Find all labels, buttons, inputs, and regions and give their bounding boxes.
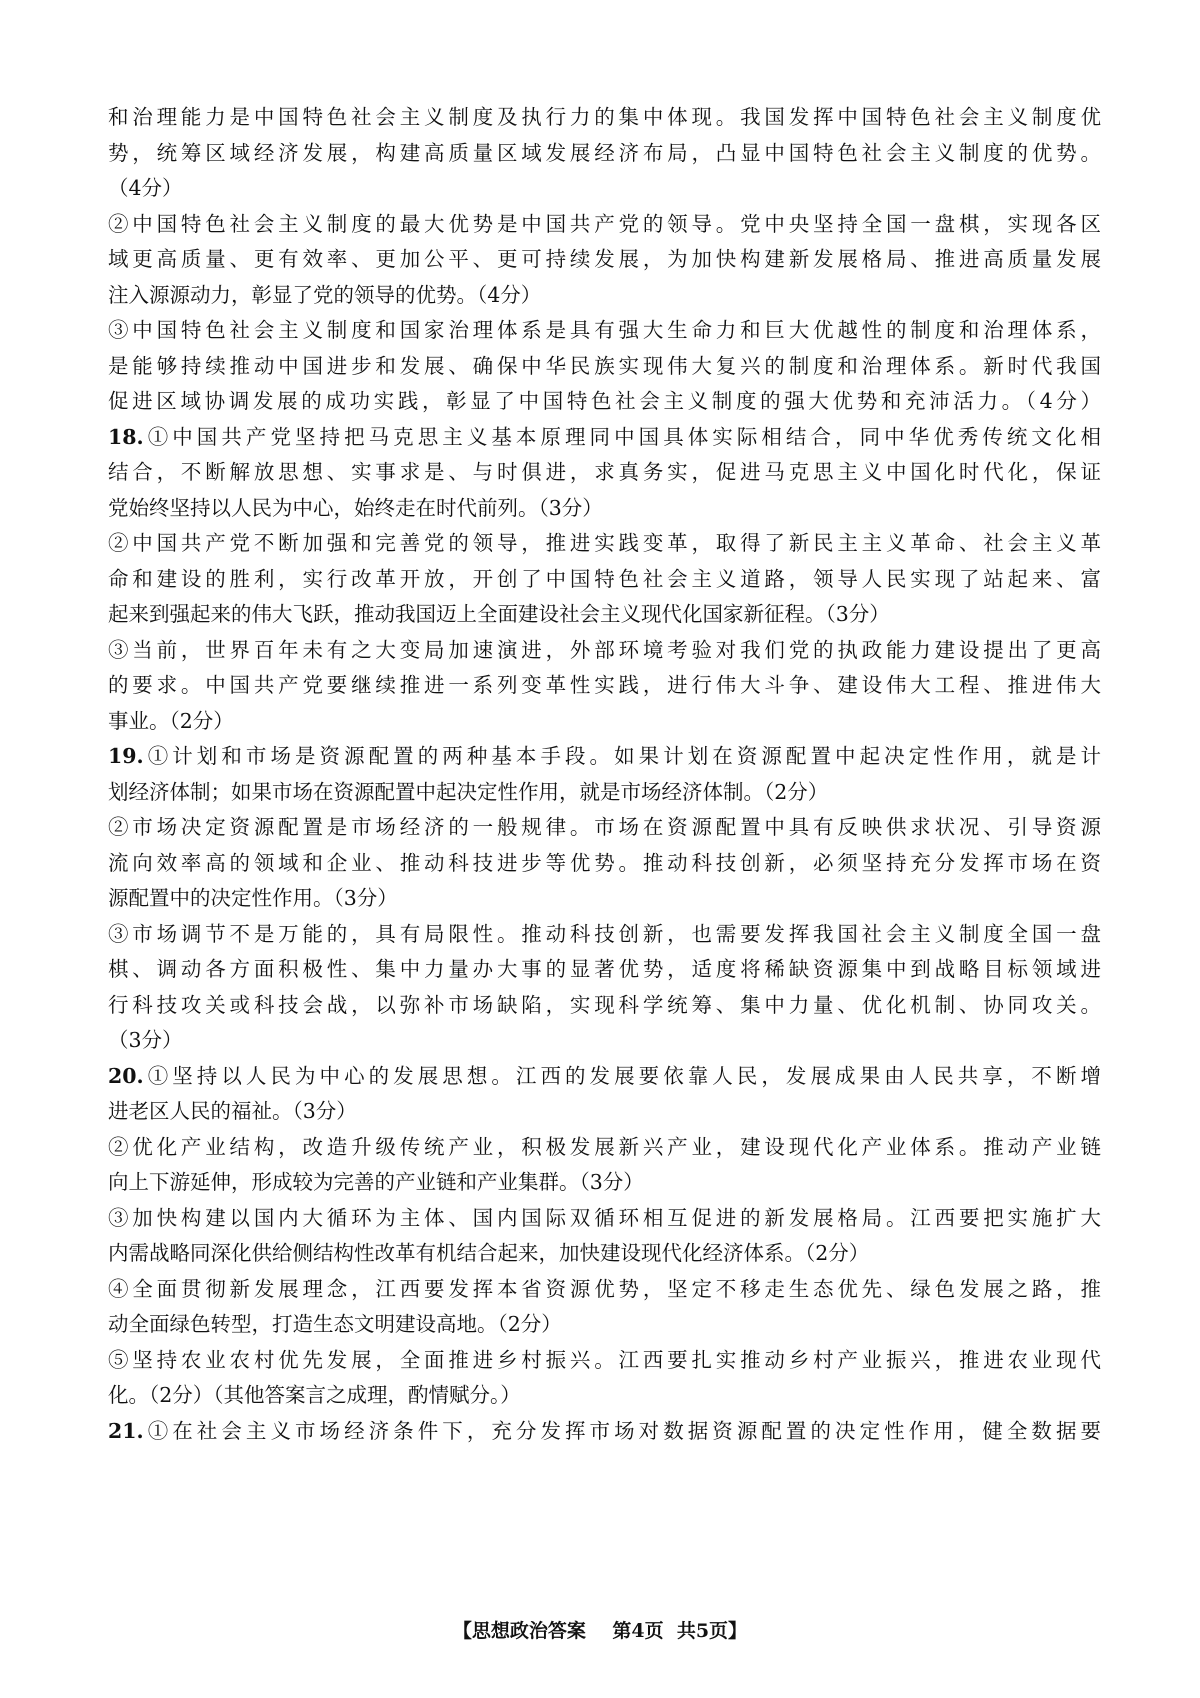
text-line: [108, 704, 1101, 740]
line-text: ③加快构建以国内大循环为主体、国内国际双循环相互促进的新发展格局。江西要把实施扩大: [108, 1205, 1101, 1230]
line-text: 向上下游延伸，形成较为完善的产业链和产业集群。（3分）: [108, 1170, 644, 1194]
text-line: [108, 1059, 1101, 1095]
question-number: 19.: [108, 744, 144, 768]
line-text: ①中国共产党坚持把马克思主义基本原理同中国具体实际相结合，同中华优秀传统文化相: [143, 424, 1101, 449]
text-line: [108, 1343, 1101, 1379]
text-line: [108, 349, 1101, 385]
line-text: ②中国共产党不断加强和完善党的领导，推进实践变革，取得了新民主主义革命、社会主义革: [108, 531, 1101, 555]
text-line: [108, 207, 1101, 243]
line-text: 是能够持续推动中国进步和发展、确保中华民族实现伟大复兴的制度和治理体系。新时代我国: [108, 353, 1101, 378]
line-text: 行科技攻关或科技会战，以弥补市场缺陷，实现科学统筹、集中力量、优化机制、协同攻关。: [108, 992, 1101, 1017]
line-text: 起来到强起来的伟大飞跃，推动我国迈上全面建设社会主义现代化国家新征程。（3分）: [108, 602, 890, 626]
text-line: [108, 952, 1101, 988]
line-text: ①坚持以人民为中心的发展思想。江西的发展要依靠人民，发展成果由人民共享，不断增: [143, 1063, 1101, 1088]
text-line: [108, 775, 1101, 811]
line-text: 命和建设的胜利，实行改革开放，开创了中国特色社会主义道路，领导人民实现了站起来、富: [108, 566, 1101, 591]
text-line: [108, 668, 1101, 704]
text-line: [108, 1414, 1101, 1450]
text-line: [108, 1201, 1101, 1237]
line-text: ②优化产业结构，改造升级传统产业，积极发展新兴产业，建设现代化产业体系。推动产业链: [108, 1134, 1101, 1159]
line-text: ③当前，世界百年未有之大变局加速演进，外部环境考验对我们党的执政能力建设提出了更高: [108, 637, 1101, 662]
text-line: [108, 313, 1101, 349]
line-text: 进老区人民的福祉。（3分）: [108, 1099, 357, 1123]
line-text: （3分）: [108, 1028, 183, 1052]
line-text: ⑤坚持农业农村优先发展，全面推进乡村振兴。江西要扎实推动乡村产业振兴，推进农业现代: [108, 1347, 1101, 1372]
text-line: [108, 881, 1101, 917]
line-text: ①在社会主义市场经济条件下，充分发挥市场对数据资源配置的决定性作用，健全数据要: [143, 1418, 1101, 1443]
text-line: [108, 988, 1101, 1024]
question-number: 21.: [108, 1418, 144, 1443]
line-text: 势，统筹区域经济发展，构建高质量区域发展经济布局，凸显中国特色社会主义制度的优势。: [108, 140, 1101, 165]
text-line: [108, 739, 1101, 775]
line-text: ③市场调节不是万能的，具有局限性。推动科技创新，也需要发挥我国社会主义制度全国一盘: [108, 921, 1101, 946]
line-text: ③中国特色社会主义制度和国家治理体系是具有强大生命力和巨大优越性的制度和治理体系，: [108, 318, 1101, 342]
text-line: [108, 1378, 1101, 1414]
line-text: ②市场决定资源配置是市场经济的一般规律。市场在资源配置中具有反映供求状况、引导资源: [108, 815, 1101, 839]
text-line: [108, 917, 1101, 953]
line-text: 促进区域协调发展的成功实践，彰显了中国特色社会主义制度的强大优势和充沛活力。（4分）: [108, 389, 1101, 413]
text-line: [108, 526, 1101, 562]
text-line: [108, 1130, 1101, 1166]
line-text: 化。（2分）（其他答案言之成理，酌情赋分。）: [108, 1383, 521, 1407]
text-line: [108, 491, 1101, 527]
text-line: [108, 1307, 1101, 1343]
line-text: 内需战略同深化供给侧结构性改革有机结合起来，加快建设现代化经济体系。（2分）: [108, 1241, 870, 1265]
line-text: 源配置中的决定性作用。（3分）: [108, 886, 398, 910]
line-text: 的要求。中国共产党要继续推进一系列变革性实践，进行伟大斗争、建设伟大工程、推进伟大: [108, 673, 1101, 697]
line-text: 棋、调动各方面积极性、集中力量办大事的显著优势，适度将稀缺资源集中到战略目标领域进: [108, 957, 1101, 981]
text-line: [108, 846, 1101, 882]
text-line: [108, 597, 1101, 633]
line-text: 注入源源动力，彰显了党的领导的优势。（4分）: [108, 282, 542, 307]
answer-text-body: [108, 100, 1101, 1449]
text-line: [108, 810, 1101, 846]
text-line: [108, 1094, 1101, 1130]
line-text: 和治理能力是中国特色社会主义制度及执行力的集中体现。我国发挥中国特色社会主义制度优: [108, 105, 1101, 129]
line-text: 划经济体制；如果市场在资源配置中起决定性作用，就是市场经济体制。（2分）: [108, 779, 829, 804]
line-text: ②中国特色社会主义制度的最大优势是中国共产党的领导。党中央坚持全国一盘棋，实现各区: [108, 211, 1101, 236]
text-line: [108, 384, 1101, 420]
text-line: [108, 1236, 1101, 1272]
line-text: （4分）: [108, 176, 183, 200]
text-line: [108, 1272, 1101, 1308]
question-number: 18.: [108, 424, 144, 449]
page-footer: 【思想政治答案 第4页 共5页】: [452, 1620, 748, 1642]
text-line: [108, 455, 1101, 491]
line-text: 结合，不断解放思想、实事求是、与时俱进，求真务实，促进马克思主义中国化时代化，保证: [108, 460, 1101, 484]
line-text: 事业。（2分）: [108, 708, 234, 733]
text-line: [108, 242, 1101, 278]
text-line: [108, 171, 1101, 207]
line-text: 流向效率高的领域和企业、推动科技进步等优势。推动科技创新，必须坚持充分发挥市场在资: [108, 850, 1101, 875]
text-line: [108, 633, 1101, 669]
text-line: [108, 278, 1101, 314]
line-text: 动全面绿色转型，打造生态文明建设高地。（2分）: [108, 1312, 562, 1336]
text-line: [108, 1023, 1101, 1059]
text-line: [108, 420, 1101, 456]
line-text: ④全面贯彻新发展理念，江西要发挥本省资源优势，坚定不移走生态优先、绿色发展之路，推: [108, 1276, 1101, 1301]
line-text: ①计划和市场是资源配置的两种基本手段。如果计划在资源配置中起决定性作用，就是计: [143, 744, 1101, 768]
line-text: 党始终坚持以人民为中心，始终走在时代前列。（3分）: [108, 495, 603, 520]
question-number: 20.: [108, 1063, 144, 1088]
text-line: [108, 100, 1101, 136]
text-line: [108, 1165, 1101, 1201]
text-line: [108, 562, 1101, 598]
text-line: [108, 136, 1101, 172]
line-text: 域更高质量、更有效率、更加公平、更可持续发展，为加快构建新发展格局、推进高质量发展: [108, 247, 1101, 271]
